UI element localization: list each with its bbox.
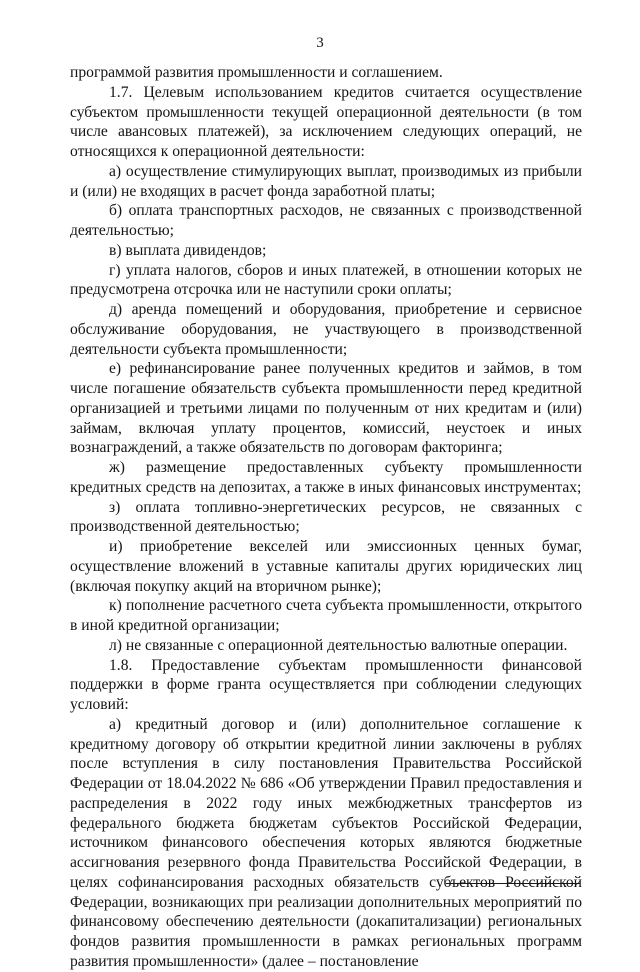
list-item-g: г) уплата налогов, сборов и иных платежей, в отношении которых не предусмотрена отсрочка или не наступили сроки оплаты; (70, 261, 582, 299)
list-item-i: и) приобретение векселей или эмиссионных ценных бумаг, осуществление вложений в уставные капиталы других юридических лиц (включая покупку акций на вторичном рынке); (70, 538, 582, 595)
paragraph-1-7: 1.7. Целевым использованием кредитов считается осуществление субъектом промышленности текущей операционной деятельности (в том числе авансовых платежей), за исключением следующих операций, не относящихся к операционной деятельности: (70, 83, 582, 160)
page-number: 3 (316, 35, 324, 51)
condition-item-a: а) кредитный договор и (или) дополнительное соглашение к кредитному договору об открытии кредитной линии заключены в рублях после вступления в силу постановления Правительства Российской Федерации от 18.04.2022 № 686 «Об утверждении Правил предоставления и распределения в 2022 году иных межбюджетных трансфертов из федерального бюджета бюджетам субъектов Российской Федерации, источником финансового обеспечения которых являются бюджетные ассигнования резервного фонда Правительства Российской Федерации, в целях софинансирования расходных обязательств субъектов Российской Федерации, возникающих при реализации дополнительных мероприятий по финансовому обеспечению деятельности (докапитализации) региональных фондов развития промышленности в рамках региональных программ развития промышленности» (далее – постановление (70, 715, 582, 970)
list-item-v: в) выплата дивидендов; (109, 241, 267, 259)
list-item-k: к) пополнение расчетного счета субъекта промышленности, открытого в иной кредитной организации; (70, 597, 582, 634)
list-item-z: з) оплата топливно-энергетических ресурсов, не связанных с производственной деятельностью; (70, 498, 582, 536)
list-item-l: л) не связанные с операционной деятельностью валютные операции. (109, 636, 568, 654)
paragraph-continuation: программой развития промышленности и соглашением. (70, 64, 443, 81)
document-body (70, 63, 582, 972)
list-item-zh: ж) размещение предоставленных субъекту промышленности кредитных средств на депозитах, а также в иных финансовых инструментах; (70, 459, 582, 496)
paragraph-1-8: 1.8. Предоставление субъектам промышленности финансовой поддержки в форме гранта осуществляется при соблюдении следующих условий: (70, 656, 582, 713)
list-item-b: б) оплата транспортных расходов, не связанных с производственной деятельностью; (70, 202, 582, 239)
list-item-d: д) аренда помещений и оборудования, приобретение и сервисное обслуживание оборудования, не участвующего в производственной деятельности субъекта промышленности; (70, 301, 582, 358)
footnote-divider (446, 883, 580, 884)
list-item-a: а) осуществление стимулирующих выплат, производимых из прибыли и (или) не входящих в расчет фонда заработной платы; (70, 162, 582, 200)
list-item-e: е) рефинансирование ранее полученных кредитов и займов, в том числе погашение обязательств субъекта промышленности перед кредитной организацией и третьими лицами по полученным от них кредитам и (или) займам, включая уплату процентов, комиссий, неустоек и иных вознаграждений, а также обязательств по договорам факторинга; (70, 360, 582, 457)
